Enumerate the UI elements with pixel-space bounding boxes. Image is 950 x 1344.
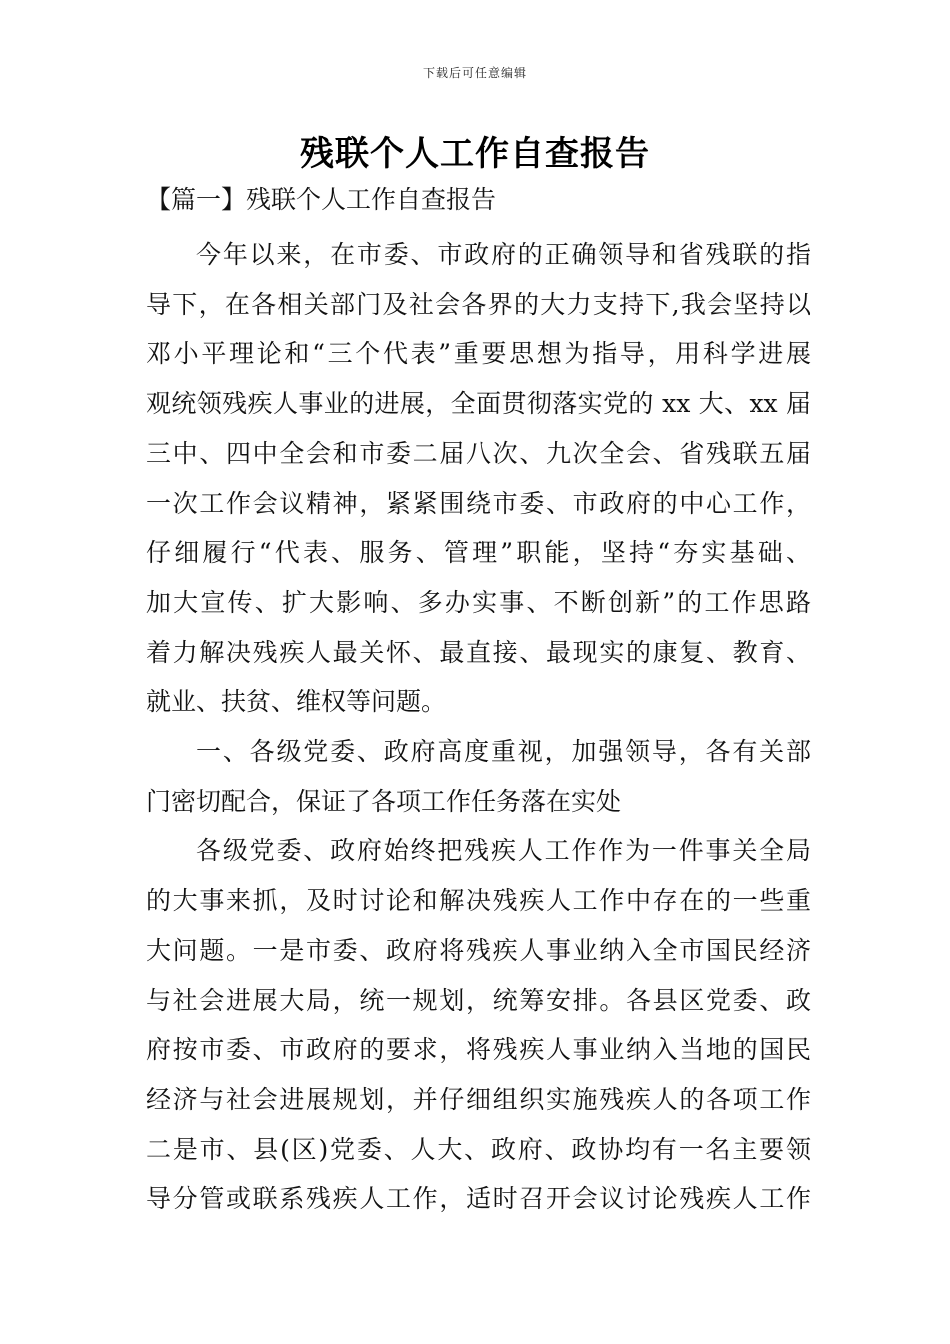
text-line: 的大事来抓，及时讨论和解决残疾人工作中存在的一些重 bbox=[146, 886, 811, 916]
paragraph-2 bbox=[146, 727, 811, 826]
text-line: 观统领残疾人事业的进展，全面贯彻落实党的 xx 大、xx 届 bbox=[146, 389, 811, 419]
text-line: 着力解决残疾人最关怀、最直接、最现实的康复、教育、 bbox=[146, 637, 811, 667]
section-heading: 【篇一】残联个人工作自查报告 bbox=[146, 185, 497, 214]
text-line: 大问题。一是市委、政府将残疾人事业纳入全市国民经济 bbox=[146, 935, 811, 965]
text-line: 仔细履行“代表、服务、管理”职能，坚持“夯实基础、 bbox=[146, 538, 811, 568]
text-line: 导下，在各相关部门及社会各界的大力支持下,我会坚持以 bbox=[146, 289, 811, 319]
text-line: 今年以来，在市委、市政府的正确领导和省残联的指 bbox=[196, 240, 811, 269]
text-line: 一次工作会议精神，紧紧围绕市委、市政府的中心工作， bbox=[146, 488, 811, 518]
text-line: 门密切配合，保证了各项工作任务落在实处 bbox=[146, 786, 622, 816]
text-line: 府按市委、市政府的要求，将残疾人事业纳入当地的国民 bbox=[146, 1035, 811, 1065]
paragraph-3 bbox=[146, 826, 811, 1224]
document-body bbox=[146, 230, 811, 1224]
text-line: 与社会进展大局，统一规划，统筹安排。各县区党委、政 bbox=[146, 985, 811, 1015]
text-line: 导分管或联系残疾人工作，适时召开会议讨论残疾人工作 bbox=[146, 1184, 811, 1214]
text-line: 邓小平理论和“三个代表”重要思想为指导，用科学进展 bbox=[146, 339, 811, 369]
header-note: 下载后可任意编辑 bbox=[422, 66, 527, 80]
document-title: 残联个人工作自查报告 bbox=[300, 134, 650, 174]
text-line: 就业、扶贫、维权等问题。 bbox=[146, 687, 447, 717]
text-line: 一、各级党委、政府高度重视，加强领导，各有关部 bbox=[196, 737, 811, 767]
paragraph-1 bbox=[146, 230, 811, 727]
text-line: 各级党委、政府始终把残疾人工作作为一件事关全局 bbox=[196, 836, 811, 866]
text-line: 经济与社会进展规划，并仔细组织实施残疾人的各项工作 bbox=[146, 1084, 811, 1114]
text-line: 二是市、县(区)党委、人大、政府、政协均有一名主要领 bbox=[146, 1134, 811, 1164]
text-line: 三中、四中全会和市委二届八次、九次全会、省残联五届 bbox=[146, 438, 811, 468]
text-line: 加大宣传、扩大影响、多办实事、不断创新”的工作思路 bbox=[146, 587, 811, 617]
